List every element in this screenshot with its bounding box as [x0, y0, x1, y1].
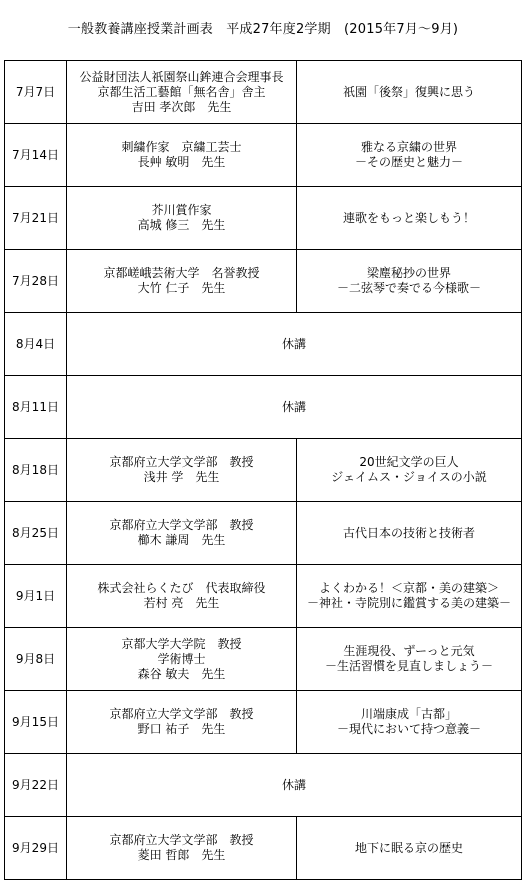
- topic-line: 古代日本の技術と技術者: [342, 525, 475, 540]
- date-cell: 8月25日: [5, 502, 67, 565]
- speaker-line: 櫛木 謙周 先生: [137, 533, 226, 547]
- speaker-cell: [67, 61, 297, 124]
- table-row: [5, 565, 522, 628]
- lecture-schedule-table: [4, 60, 522, 880]
- speaker-line: 京都嵯峨芸術大学 名誉教授: [103, 266, 260, 280]
- topic-line: 地下に眠る京の歴史: [354, 840, 463, 855]
- speaker-line: 大竹 仁子 先生: [137, 281, 226, 295]
- date-cell: 9月15日: [5, 691, 67, 754]
- topic-line: 生涯現役、ずーっと元気: [343, 644, 475, 658]
- holiday-cell: 休講: [67, 376, 522, 439]
- table-row: [5, 628, 522, 691]
- topic-line: －生活習慣を見直しましょう－: [324, 659, 493, 673]
- date-cell: 8月11日: [5, 376, 67, 439]
- table-row: [5, 817, 522, 880]
- speaker-cell: [67, 124, 297, 187]
- speaker-line: 森谷 敏夫 先生: [137, 666, 226, 681]
- date-cell: 8月4日: [5, 313, 67, 376]
- speaker-line: 刺繍作家 京繍工芸士: [121, 140, 242, 154]
- table-row: [5, 187, 522, 250]
- topic-line: 川端康成「古都」: [360, 707, 457, 721]
- table-row: [5, 313, 522, 376]
- speaker-line: 京都大学大学院 教授: [121, 636, 242, 651]
- topic-line: 雅なる京繍の世界: [360, 140, 457, 154]
- topic-cell: [297, 817, 522, 880]
- speaker-cell: [67, 565, 297, 628]
- speaker-line: 京都生活工藝館「無名舎」舎主: [97, 84, 266, 99]
- holiday-cell: 休講: [67, 754, 522, 817]
- table-row: [5, 754, 522, 817]
- topic-line: －神社・寺院別に鑑賞する美の建築－: [306, 596, 511, 610]
- topic-cell: [297, 124, 522, 187]
- speaker-line: 京都府立大学文学部 教授: [109, 707, 254, 721]
- date-cell: 9月22日: [5, 754, 67, 817]
- date-cell: 9月29日: [5, 817, 67, 880]
- date-cell: 7月28日: [5, 250, 67, 313]
- speaker-line: 高城 修三 先生: [137, 218, 226, 232]
- topic-cell: [297, 565, 522, 628]
- speaker-cell: [67, 250, 297, 313]
- speaker-line: 京都府立大学文学部 教授: [109, 833, 254, 847]
- speaker-line: 長艸 敏明 先生: [137, 155, 226, 169]
- table-row: [5, 691, 522, 754]
- topic-cell: [297, 250, 522, 313]
- speaker-cell: [67, 817, 297, 880]
- speaker-line: 浅井 学 先生: [143, 470, 220, 484]
- page-title: 一般教養講座授業計画表 平成27年度2学期 (2015年7月～9月): [67, 22, 459, 37]
- speaker-line: 京都府立大学文学部 教授: [109, 455, 254, 469]
- topic-cell: [297, 691, 522, 754]
- table-row: [5, 502, 522, 565]
- topic-line: よくわかる！＜京都・美の建築＞: [318, 581, 499, 595]
- speaker-cell: [67, 187, 297, 250]
- date-cell: 8月18日: [5, 439, 67, 502]
- date-cell: 7月21日: [5, 187, 67, 250]
- speaker-cell: [67, 628, 297, 691]
- topic-line: －二弦琴で奏でる今様歌－: [336, 281, 481, 295]
- topic-line: 祇園「後祭」復興に思う: [342, 84, 475, 99]
- topic-line: 梁塵秘抄の世界: [366, 266, 451, 280]
- topic-line: －その歴史と魅力－: [354, 155, 463, 169]
- topic-cell: [297, 628, 522, 691]
- topic-line: 20世紀文学の巨人: [359, 455, 459, 469]
- speaker-cell: [67, 691, 297, 754]
- speaker-line: 野口 祐子 先生: [137, 722, 226, 736]
- date-cell: 9月1日: [5, 565, 67, 628]
- speaker-line: 若村 亮 先生: [143, 596, 220, 610]
- table-row: [5, 61, 522, 124]
- table-row: [5, 250, 522, 313]
- holiday-cell: 休講: [67, 313, 522, 376]
- topic-line: 連歌をもっと楽しもう！: [342, 210, 475, 225]
- topic-line: －現代において持つ意義－: [336, 722, 481, 736]
- speaker-line: 芥川賞作家: [151, 203, 212, 217]
- date-cell: 9月8日: [5, 628, 67, 691]
- table-row: [5, 439, 522, 502]
- topic-line: ジェイムス・ジョイスの小説: [331, 470, 487, 484]
- topic-cell: [297, 439, 522, 502]
- date-cell: 7月14日: [5, 124, 67, 187]
- speaker-line: 京都府立大学文学部 教授: [109, 518, 254, 532]
- topic-cell: [297, 61, 522, 124]
- speaker-line: 株式会社らくたび 代表取締役: [97, 581, 266, 595]
- table-row: [5, 376, 522, 439]
- speaker-cell: [67, 502, 297, 565]
- date-cell: 7月7日: [5, 61, 67, 124]
- speaker-line: 菱田 哲郎 先生: [137, 848, 226, 862]
- topic-cell: [297, 187, 522, 250]
- table-row: [5, 124, 522, 187]
- topic-cell: [297, 502, 522, 565]
- speaker-cell: [67, 439, 297, 502]
- speaker-line: 公益財団法人祇園祭山鉾連合会理事長: [79, 69, 284, 84]
- speaker-line: 吉田 孝次郎 先生: [131, 99, 232, 114]
- speaker-line: 学術博士: [157, 651, 206, 666]
